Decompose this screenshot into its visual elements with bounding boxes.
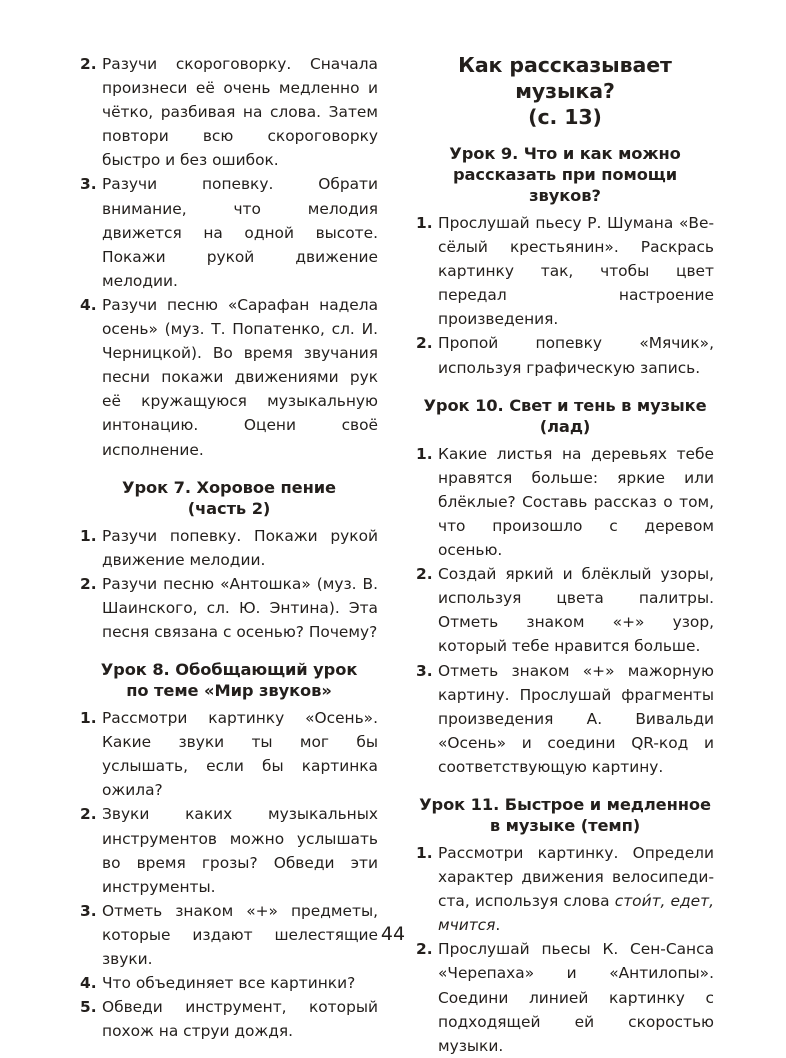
list-item-number: 2. — [416, 565, 433, 584]
list-item — [80, 524, 378, 572]
list-item — [80, 572, 378, 644]
lesson-heading-11 — [416, 794, 714, 836]
lesson-heading-7 — [80, 477, 378, 519]
lesson-heading-line-2: (лад) — [539, 416, 591, 436]
list-item — [80, 52, 378, 172]
list-item-number: 4. — [80, 295, 97, 314]
list-item — [416, 211, 714, 331]
lesson-9-list — [416, 211, 714, 380]
list-item-text: Пропой попевку «Мячик», используя графическую запись. — [438, 334, 714, 377]
list-item-number: 2. — [80, 574, 97, 593]
list-item-number: 1. — [80, 526, 97, 545]
list-item-text: Отметь знаком «+» мажорную картину. Прослушай фрагменты произведения А. Вивальди «Осень» и соедини QR-код и соответствующую картину. — [438, 661, 714, 776]
list-item — [416, 442, 714, 562]
lesson-7-list — [80, 524, 378, 644]
list-item-text: Разучи скороговорку. Сначала произнеси её очень медленно и чётко, разбивая на слова. Затем повтори всю скороговорку быстро и без ошибок. — [102, 55, 378, 170]
list-item-number: 1. — [80, 709, 97, 728]
list-item-number: 2. — [416, 940, 433, 959]
list-item — [416, 659, 714, 779]
list-item-text: Обведи инструмент, который похож на струи дождя. — [102, 998, 378, 1041]
page-title-line-2: (с. 13) — [528, 105, 602, 129]
list-item — [416, 331, 714, 379]
list-item — [80, 293, 378, 462]
list-item-number: 2. — [80, 55, 97, 73]
lesson-heading-line-1: Урок 9. Что и как можно — [449, 144, 681, 163]
list-item — [80, 172, 378, 292]
lesson-heading-line-2: (часть 2) — [187, 498, 271, 518]
lesson-heading-10 — [416, 395, 714, 437]
list-item — [416, 562, 714, 658]
list-item-number: 1. — [416, 214, 433, 232]
list-item-text: Звуки каких музыкальных инструментов можно услышать во время грозы? Обведи эти инструменты. — [102, 805, 378, 896]
list-item — [80, 706, 378, 802]
list-item-text: Прослушай пьесу Р. Шумана «Весёлый крестьянин». Раскрась картинку так, чтобы цвет передал настроение произведения. — [438, 214, 714, 329]
right-column — [416, 52, 714, 1055]
lesson-heading-8 — [80, 659, 378, 701]
lesson-heading-line-2: в музыке (темп) — [489, 815, 641, 835]
list-item-number: 2. — [416, 334, 433, 353]
list-item-text: Разучи песню «Антошка» (муз. В. Шаинского, сл. Ю. Энтина). Эта песня связана с осенью? Почему? — [102, 574, 378, 641]
list-item-text-before: Рассмотри картинку. Определи характер движения велосипедиста, используя слова — [438, 843, 714, 911]
lesson-11-list — [416, 841, 714, 1058]
page-number: 44 — [380, 923, 406, 945]
list-item-number: 1. — [416, 444, 433, 463]
list-item — [80, 995, 378, 1043]
lesson-heading-line-1: Урок 11. Быстрое и медленное — [419, 794, 711, 814]
list-item-text: Рассмотри картинку «Осень». Какие звуки ты мог бы услышать, если бы картинка ожила? — [102, 709, 378, 800]
list-item-number: 5. — [80, 998, 97, 1017]
left-list-continued — [80, 52, 378, 462]
list-item-text: Разучи песню «Сарафан надела осень» (муз. Т. Попатенко, сл. И. Черницкой). Во время звучания песни покажи движениями рук её кружащуюся музыкальную интонацию. Оцени своё исполнение. — [102, 295, 378, 459]
list-item-text-italic: стои́т, едет, мчится — [438, 892, 714, 935]
list-item-text: Что объединяет все картинки? — [102, 974, 356, 993]
list-item-text: Прослушай пьесы К. Сен-Санса «Черепаха» и «Антилопы». Соедини линией картинку с подходящей ей скоростью музыки. — [438, 940, 714, 1055]
list-item — [80, 971, 378, 995]
list-item — [80, 802, 378, 898]
page-title-line-1: Как рассказывает музыка? — [458, 53, 672, 103]
list-item-number: 1. — [416, 843, 433, 862]
list-item-number: 3. — [80, 901, 97, 920]
list-item-text: Создай яркий и блёклый узоры, используя цвета палитры. Отметь знаком «+» узор, который тебе нравится больше. — [438, 565, 714, 656]
lesson-heading-line-1: Урок 8. Обобщающий урок — [100, 660, 358, 680]
list-item — [416, 937, 714, 1057]
list-item-text: Какие листья на деревьях тебе нравятся больше: яркие или блёклые? Составь рассказ о том, что произошло с деревом осенью. — [438, 444, 714, 560]
lesson-heading-line-2: по теме «Мир звуков» — [126, 681, 332, 701]
left-column — [80, 52, 378, 1041]
list-item-text: Отметь знаком «+» предметы, которые издают шелестящие звуки. — [102, 901, 378, 968]
lesson-10-list — [416, 442, 714, 779]
lesson-heading-9 — [416, 143, 714, 206]
list-item-text: Разучи попевку. Обрати внимание, что мелодия движется на одной высоте. Покажи рукой движение мелодии. — [102, 175, 378, 290]
list-item-number: 2. — [80, 805, 97, 824]
lesson-heading-line-1: Урок 7. Хоровое пение — [122, 477, 336, 497]
page-title — [416, 52, 714, 130]
list-item-number: 4. — [80, 974, 97, 993]
lesson-heading-line-1: Урок 10. Свет и тень в музыке — [423, 395, 707, 415]
list-item-text-after: . — [495, 916, 501, 935]
lesson-8-list — [80, 706, 378, 1043]
list-item-number: 3. — [80, 175, 97, 194]
list-item-text: Разучи попевку. Покажи рукой движение мелодии. — [102, 526, 378, 569]
lesson-heading-line-2: рассказать при помощи звуков? — [452, 165, 678, 205]
list-item-number: 3. — [416, 661, 433, 680]
